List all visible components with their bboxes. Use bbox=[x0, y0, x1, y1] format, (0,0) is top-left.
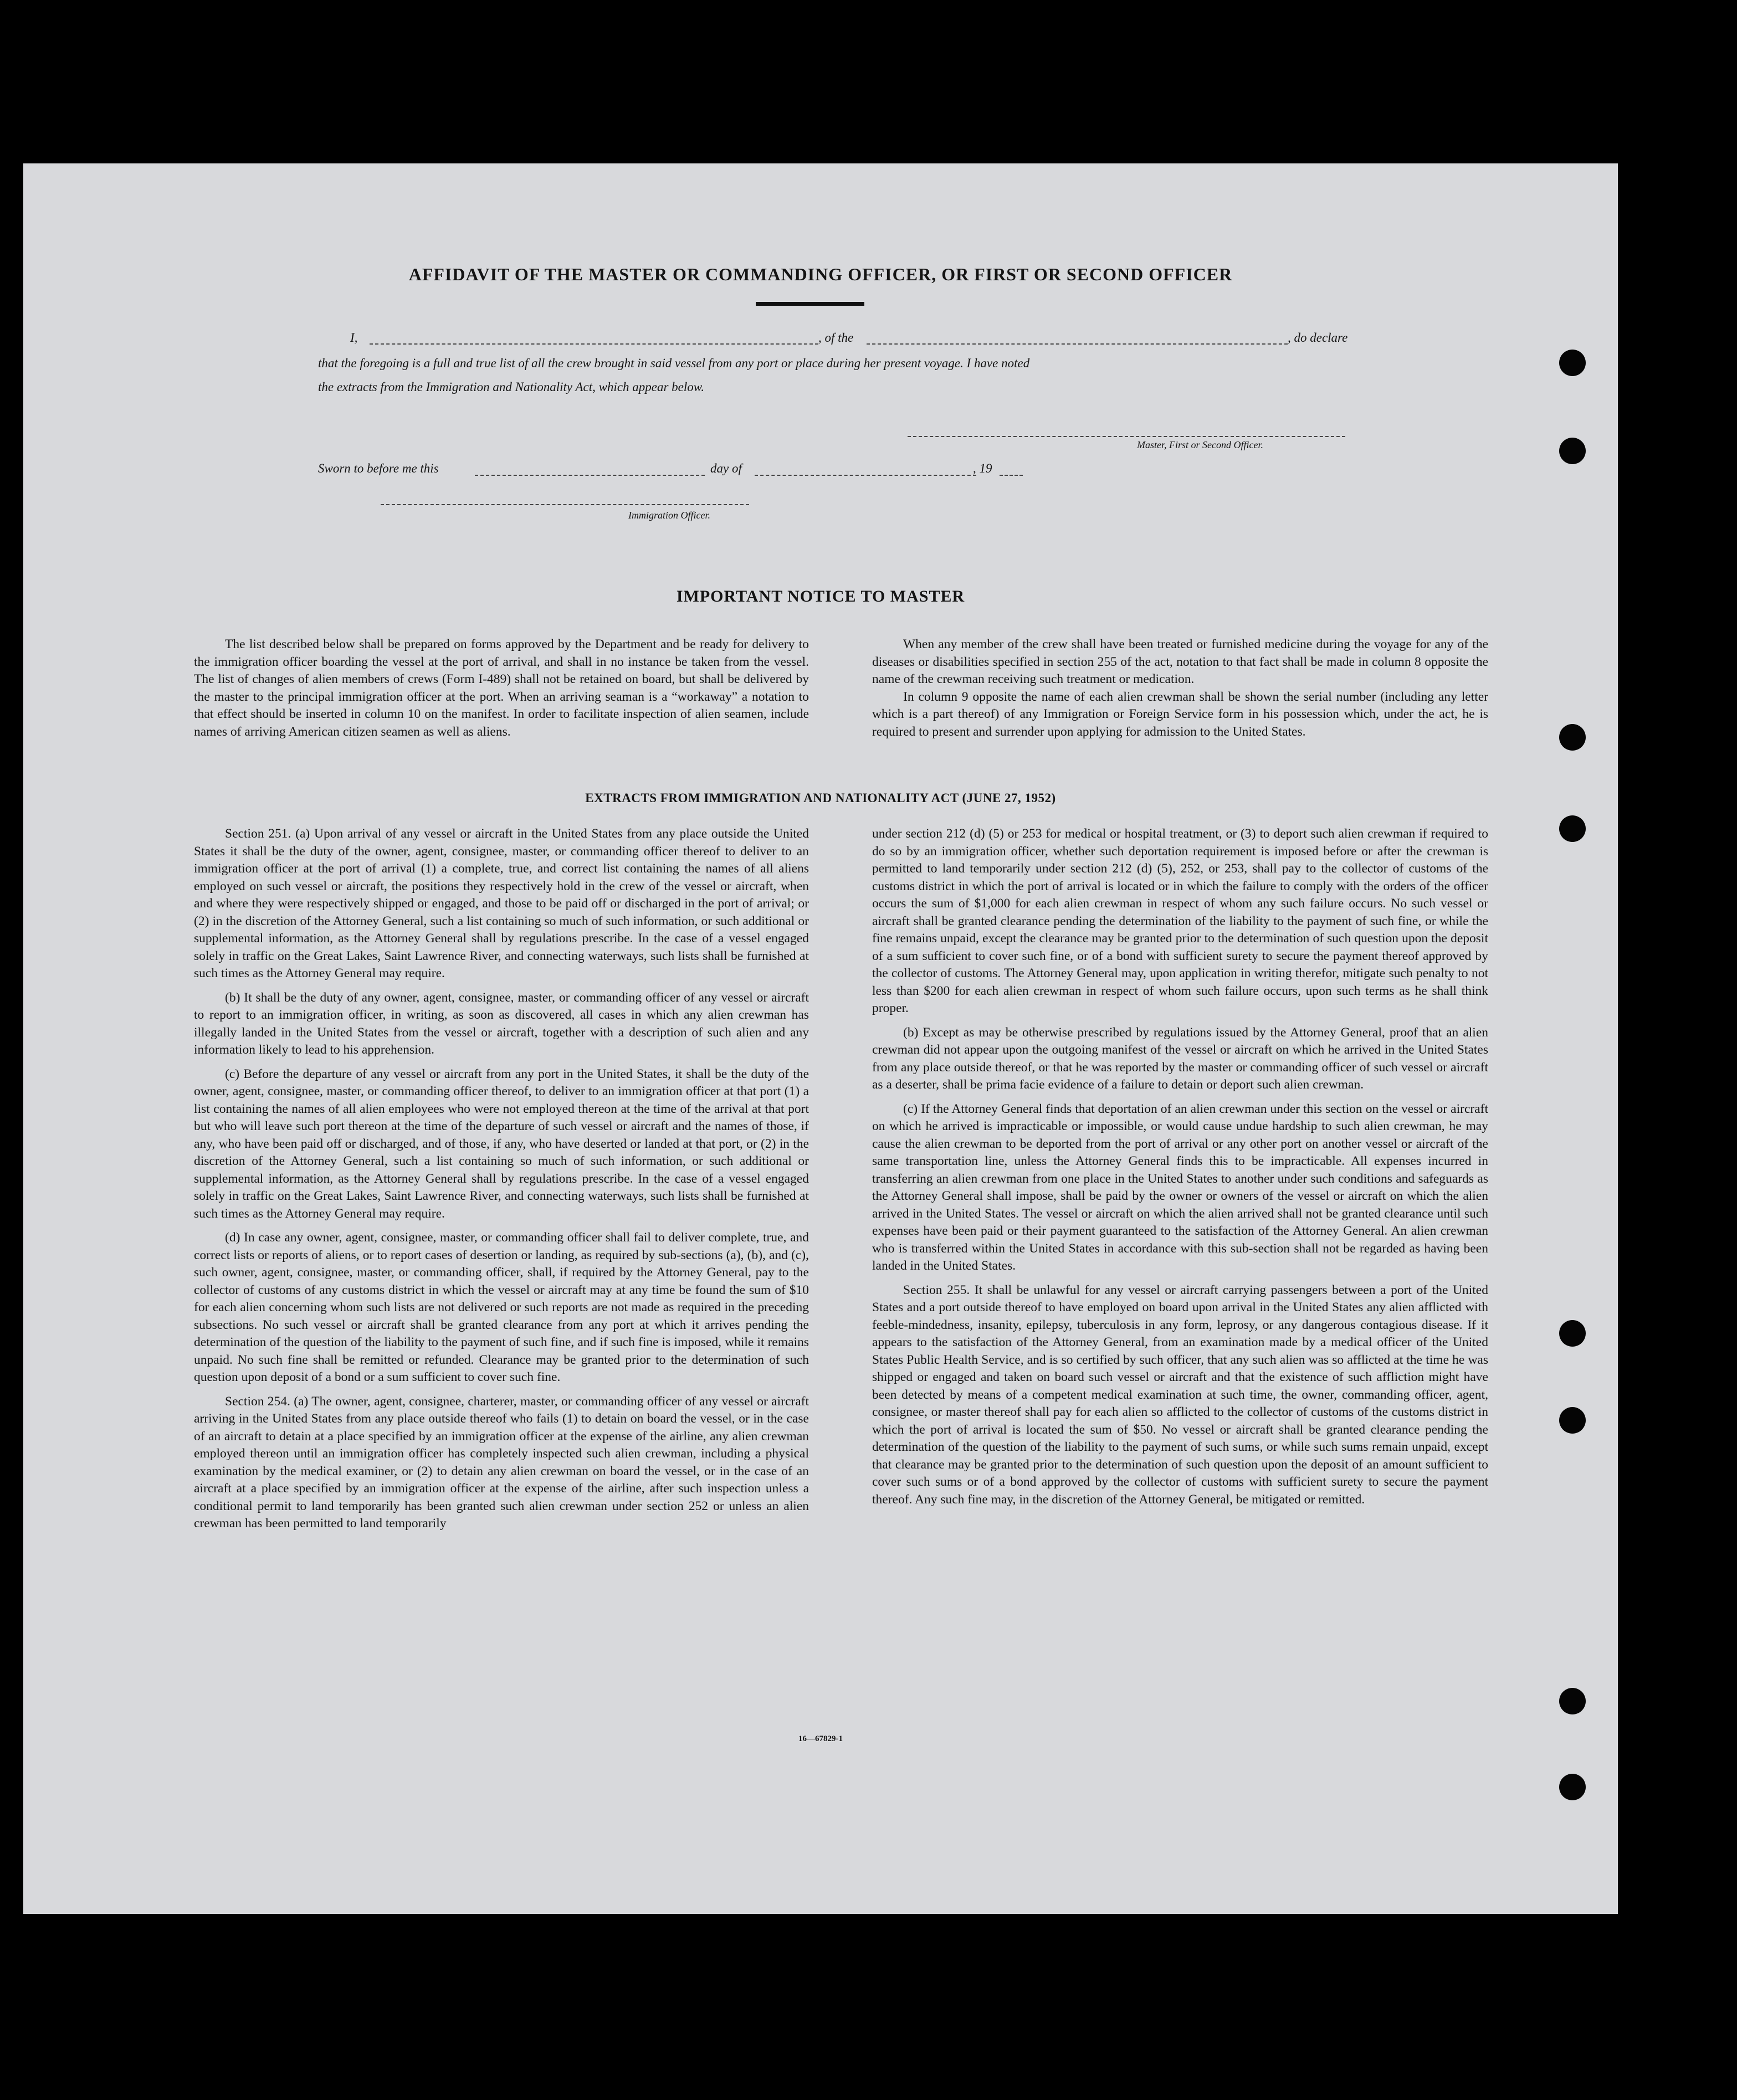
section-251c-paragraph: (c) Before the departure of any vessel or aircraft from any port in the United States, it shall be the duty of the owner, agent, consignee, master, or commanding officer thereof, to deliver to an immigration officer at that port (1) a list containing the names of all alien employees who were not employed thereon at the time of the arrival at that port but who will leave such port thereon at the time of the departure of such vessel or aircraft and the names of those, if any, who have been paid off or discharged, and of those, if any, who have deserted or landed at that port, or (2) in the discretion of the Attorney General, such a list containing so much of such information, or such additional or supplemental information, as the Attorney General shall by regulations prescribe. In the case of a vessel engaged solely in traffic on the Great Lakes, Saint Lawrence River, and connecting waterways, such lists shall be furnished at such times as the Attorney General may require. bbox=[194, 1066, 809, 1221]
declare-label: , do declare bbox=[1288, 331, 1348, 345]
extracts-heading: EXTRACTS FROM IMMIGRATION AND NATIONALITY ACT (JUNE 27, 1952) bbox=[585, 791, 1056, 805]
section-255-paragraph: Section 255. It shall be unlawful for any vessel or aircraft carrying passengers between a port of the United States and a port outside thereof to have employed on board upon arrival in the United States any alien afflicted with feeble-mindedness, insanity, epilepsy, tuberculosis in any form, leprosy, or any dangerous contagious disease. If it appears to the satisfaction of the Attorney General, from an examination made by a medical officer of the United States Public Health Service, and is so certified by such officer, that any such alien was so afflicted at the time he was shipped or engaged and taken on board such vessel or aircraft and that the existence of such affliction might have been detected by means of a competent medical examination at such time, the owner, commanding officer, agent, consignee, or master thereof shall pay for each alien so afflicted to the collector of customs of the customs district in which the port of arrival is located the sum of $50. No vessel or aircraft shall be granted clearance pending the determination of the question of the liability to the payment of such sums, or while such sums remain unpaid, except that clearance may be granted prior to the determination of such question upon the deposit of an amount sufficient to cover such sums or of a bond approved by the collector of customs with sufficient surety to secure the payment thereof. Any such fine may, in the discretion of the Attorney General, be mitigated or remitted. bbox=[872, 1282, 1488, 1507]
day-of-label: day of bbox=[710, 461, 742, 475]
declaration-line-2: that the foregoing is a full and true list of all the crew brought in said vessel from any port or place during her present voyage. I have noted bbox=[318, 356, 1030, 370]
binder-hole bbox=[1559, 724, 1586, 751]
section-254c-paragraph: (c) If the Attorney General finds that deportation of an alien crewman under this section on the vessel or aircraft on which he arrived is impracticable or impossible, or would cause undue hardship to such alien crewman, he may cause the alien crewman to be deported from the port of arrival or any other port on another vessel or aircraft of the same transportation line, unless the Attorney General finds this to be impracticable. All expenses incurred in transferring an alien crewman from one place in the United States to another under such conditions and safeguards as the Attorney General shall impose, shall be paid by the owner or owners of the vessel or aircraft on which the alien arrived in the United States. The vessel or aircraft on which the alien arrived shall not be granted clearance until such expenses have been paid or their payment guaranteed to the satisfaction of the Attorney General. An alien crewman who is transferred within the United States in accordance with this sub-section shall not be regarded as having been landed in the United States. bbox=[872, 1101, 1488, 1273]
notice-heading: IMPORTANT NOTICE TO MASTER bbox=[676, 587, 965, 605]
binder-hole bbox=[1559, 1774, 1586, 1800]
binder-hole bbox=[1559, 350, 1586, 376]
notice-right-column bbox=[872, 636, 1488, 747]
affidavit-title: AFFIDAVIT OF THE MASTER OR COMMANDING OFFICER, OR FIRST OR SECOND OFFICER bbox=[408, 264, 1233, 284]
binder-hole bbox=[1559, 1320, 1586, 1347]
notice-left-paragraph: The list described below shall be prepared on forms approved by the Department and be ready for delivery to the immigration officer boarding the vessel at the port of arrival, and shall in no instance be taken from the vessel. The list of changes of alien members of crews (Form I-489) shall not be retained on board, but shall be delivered by the master to the principal immigration officer at the port. When an arriving seaman is a “workaway” a notation to that effect should be inserted in column 10 on the manifest. In order to facilitate inspection of alien seamen, include names of arriving American citizen seamen as well as aliens. bbox=[194, 637, 809, 739]
section-251d-paragraph: (d) In case any owner, agent, consignee, master, or commanding officer shall fail to deliver complete, true, and correct lists or reports of aliens, or to report cases of desertion or landing, as required by sub-sections (a), (b), and (c), such owner, agent, consignee, master, or commanding officer, shall, if required by the Attorney General, pay to the collector of customs of any customs district in which the vessel or aircraft may at any time be found the sum of $10 for each alien concerning whom such lists are not delivered or such reports are not made as required in the preceding subsections. No such vessel or aircraft shall be granted clearance from any port at which it arrives pending the determination of the question of the liability to the payment of such fine, and if such fine is imposed, while it remains unpaid. No such fine shall be remitted or refunded. Clearance may be granted prior to the determination of such question upon deposit of a bond or a sum sufficient to cover such fine. bbox=[194, 1230, 809, 1384]
vessel-label: , of the bbox=[818, 331, 854, 345]
vessel-name-field[interactable] bbox=[867, 343, 1288, 345]
officer-signature-field[interactable] bbox=[381, 504, 749, 505]
section-254a-paragraph: Section 254. (a) The owner, agent, consignee, charterer, master, or commanding officer of any vessel or aircraft arriving in the United States from any place outside thereof who fails (1) to detain on board the vessel, or in the case of an aircraft to detain at a place specified by an immigration officer at the expense of the airline, any alien crewman employed thereon until an immigration officer has completely inspected such alien crewman, including a physical examination by the medical examiner, or (2) to detain any alien crewman on board the vessel, or in the case of an aircraft at a place specified by an immigration officer at the expense of the airline, after such inspection unless a conditional permit to land temporarily has been granted such alien crewman under section 252 or unless an alien crewman has been permitted to land temporarily bbox=[194, 1394, 809, 1531]
binder-hole bbox=[1559, 438, 1586, 464]
section-254a-continued-paragraph: under section 212 (d) (5) or 253 for medical or hospital treatment, or (3) to deport such alien crewman if required to do so by an immigration officer, whether such deportation requirement is imposed before or after the crewman is permitted to land temporarily under section 212 (d) (5), 252, or 253, shall pay to the collector of customs of the customs district in which the port of arrival is located or in which the failure to comply with the orders of the officer occurs the sum of $1,000 for each alien crewman in respect of whom any such failure occurs. No such vessel or aircraft shall be granted clearance pending the determination of the liability to the payment of such fine, or while the fine remains unpaid, except the clearance may be granted prior to the determination of such question upon the deposit of a sum sufficient to cover such fine, or of a bond with sufficient surety to secure the payment thereof approved by the collector of customs. The Attorney General may, upon application in writing therefor, mitigate such penalty to not less than $200 for each alien crewman in respect of whom such failure occurs, upon such terms as he shall think proper. bbox=[872, 826, 1488, 1015]
sworn-month-field[interactable] bbox=[755, 475, 976, 476]
notice-right-paragraph: In column 9 opposite the name of each alien crewman shall be shown the serial number (including any letter which is a part thereof) of any Immigration or Foreign Service form in his possession which, under the act, he is required to present and surrender upon applying for admission to the United States. bbox=[872, 689, 1488, 739]
title-rule bbox=[756, 302, 864, 306]
declarant-label: I, bbox=[350, 331, 358, 345]
sworn-label: Sworn to before me this bbox=[318, 461, 439, 475]
officer-caption: Immigration Officer. bbox=[628, 510, 710, 521]
binder-hole bbox=[1559, 1407, 1586, 1434]
extracts-right-column bbox=[872, 825, 1488, 1515]
document-page bbox=[23, 163, 1618, 1914]
declaration-line-3: the extracts from the Immigration and Nationality Act, which appear below. bbox=[318, 380, 705, 394]
notice-left-column bbox=[194, 636, 809, 747]
sworn-day-field[interactable] bbox=[475, 475, 705, 476]
section-254b-paragraph: (b) Except as may be otherwise prescribed by regulations issued by the Attorney General, proof that an alien crewman did not appear upon the outgoing manifest of the vessel or aircraft on which he arrived in the United States from any place outside thereof, or that he was reported by the master or commanding officer of such vessel or aircraft as a deserter, shall be prima facie evidence of a failure to detain or deport such alien crewman. bbox=[872, 1025, 1488, 1092]
year-label: , 19 bbox=[973, 461, 992, 475]
binder-hole bbox=[1559, 815, 1586, 842]
form-number: 16—67829-1 bbox=[798, 1734, 843, 1743]
binder-hole bbox=[1559, 1688, 1586, 1714]
master-caption: Master, First or Second Officer. bbox=[1137, 439, 1263, 450]
extracts-left-column bbox=[194, 825, 809, 1539]
notice-right-paragraph: When any member of the crew shall have been treated or furnished medicine during the voyage for any of the diseases or disabilities specified in section 255 of the act, notation to that fact shall be made in column 8 opposite the name of the crewman receiving such treatment or medication. bbox=[872, 637, 1488, 686]
sworn-year-field[interactable] bbox=[1000, 475, 1023, 476]
declarant-name-field[interactable] bbox=[370, 343, 818, 345]
master-signature-field[interactable] bbox=[908, 436, 1345, 437]
section-251b-paragraph: (b) It shall be the duty of any owner, agent, consignee, master, or commanding officer of any vessel or aircraft to report to an immigration officer, in writing, as soon as discovered, all cases in which any alien crewman has illegally landed in the United States from the vessel or aircraft, together with a description of such alien and any information likely to lead to his apprehension. bbox=[194, 990, 809, 1057]
section-251a-paragraph: Section 251. (a) Upon arrival of any vessel or aircraft in the United States from any place outside the United States it shall be the duty of the owner, agent, consignee, master, or commanding officer thereof to deliver to an immigration officer at the port of arrival (1) a complete, true, and correct list containing the names of all aliens employed on such vessel or aircraft, the positions they respectively hold in the crew of the vessel or aircraft, when and where they were respectively shipped or engaged, and those to be paid off or discharged in the port of arrival; or (2) in the discretion of the Attorney General, such a list containing so much of such information, or such additional or supplemental information, as the Attorney General shall by regulations prescribe. In the case of a vessel engaged solely in traffic on the Great Lakes, Saint Lawrence River, and connecting waterways, such lists shall be furnished at such times as the Attorney General may require. bbox=[194, 826, 809, 980]
